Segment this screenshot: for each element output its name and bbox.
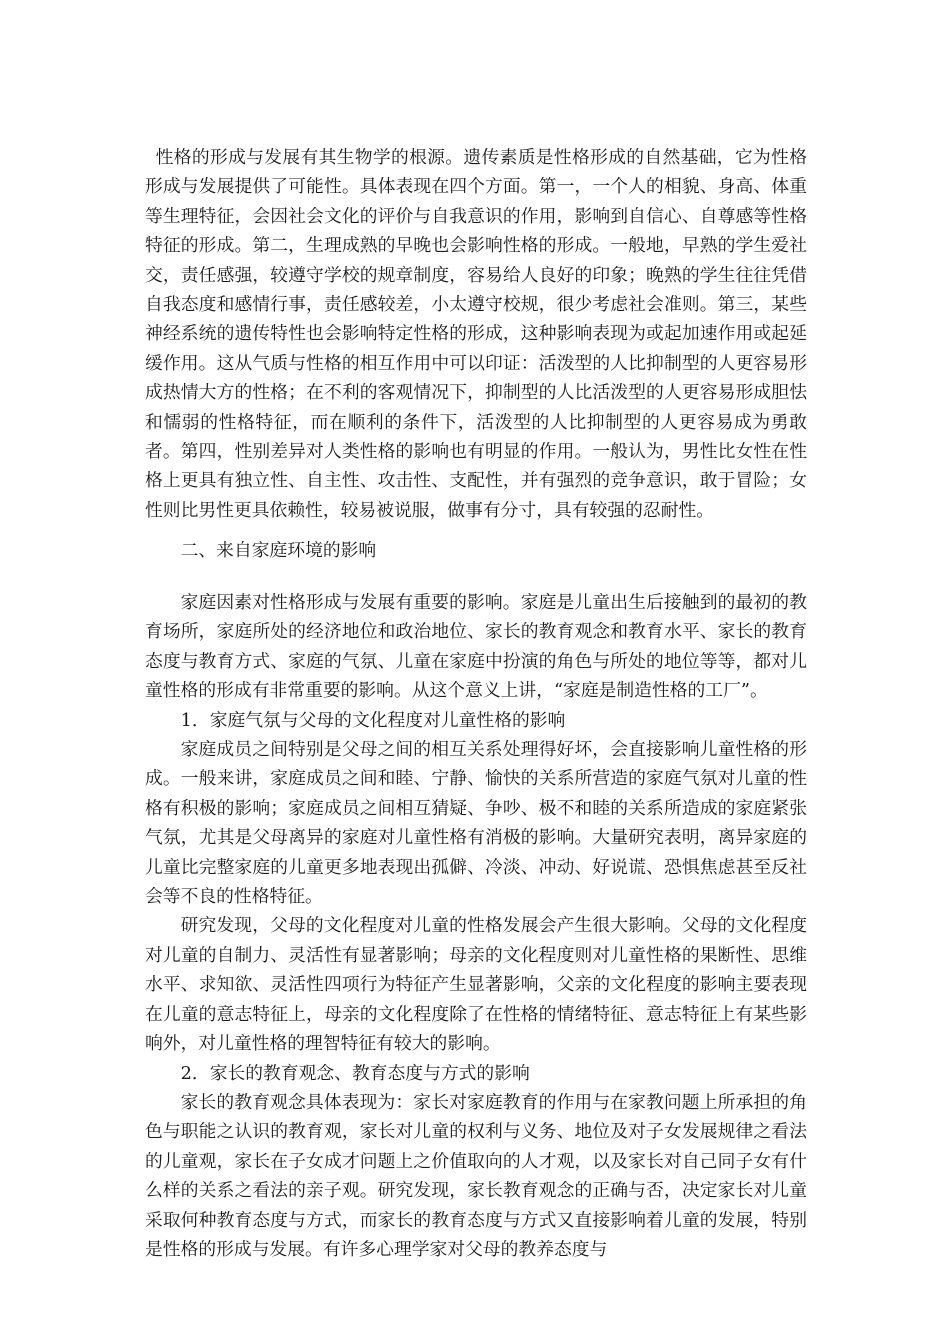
parenting-concept-paragraph: 家长的教育观念具体表现为：家长对家庭教育的作用与在家教问题上所承担的角色与职能之认识的教育观，家长对儿童的权利与义务、地位及对子女发展规律之看法的儿童观，家长在子女成才问题上之价值取向的人才观，以及家长对自己同子女有什么样的关系之看法的亲子观。研究发现，家长教育观念的正确与否，决定家长对儿童采取何种教育态度与方式，而家长的教育态度与方式又直接影响着儿童的发展，特别是性格的形成与发展。有许多心理学家对父母的教养态度与 <box>145 1091 807 1260</box>
section-intro-paragraph: 家庭因素对性格形成与发展有重要的影响。家庭是儿童出生后接触到的最初的教育场所，家庭所处的经济地位和政治地位、家长的教育观念和教育水平、家长的教育态度与教育方式、家庭的气氛、儿童在家庭中扮演的角色与所处的地位等等，都对儿童性格的形成有非常重要的影响。从这个意义上讲，“家庭是制造性格的工厂”。 <box>145 592 807 702</box>
intro-section <box>145 143 807 525</box>
intro-paragraph: 性格的形成与发展有其生物学的根源。遗传素质是性格形成的自然基础，它为性格形成与发展提供了可能性。具体表现在四个方面。第一，一个人的相貌、身高、体重等生理特征，会因社会文化的评价与自我意识的作用，影响到自信心、自尊感等性格特征的形成。第二，生理成熟的早晚也会影响性格的形成。一般地，早熟的学生爱社交，责任感强，较遵守学校的规章制度，容易给人良好的印象；晚熟的学生往往凭借自我态度和感情行事，责任感较差，小太遵守校规，很少考虑社会准则。第三，某些神经系统的遗传特性也会影响特定性格的形成，这种影响表现为或起加速作用或起延缓作用。这从气质与性格的相互作用中可以印证：活泼型的人比抑制型的人更容易形成热情大方的性格；在不利的客观情况下，抑制型的人比活泼型的人更容易形成胆怯和懦弱的性格特征，而在顺利的条件下，活泼型的人比抑制型的人更容易成为勇敢者。第四，性别差异对人类性格的影响也有明显的作用。一般认为，男性比女性在性格上更具有独立性、自主性、攻击性、支配性，并有强烈的竞争意识，敢于冒险；女性则比男性更具依赖性，较易被说服，做事有分寸，具有较强的忍耐性。 <box>145 147 807 521</box>
section-heading-block <box>145 536 807 565</box>
subheading-family-atmosphere: 1．家庭气氛与父母的文化程度对儿童性格的影响 <box>180 709 566 731</box>
parent-education-paragraph: 研究发现，父母的文化程度对儿童的性格发展会产生很大影响。父母的文化程度对儿童的自制力、灵活性有显著影响；母亲的文化程度则对儿童性格的果断性、思维水平、求知欲、灵活性四项行为特征产生显著影响，父亲的文化程度的影响主要表现在儿童的意志特征上，母亲的文化程度除了在性格的情绪特征、意志特征上有某些影响外，对儿童性格的理智特征有较大的影响。 <box>145 915 807 1055</box>
section-heading: 二、来自家庭环境的影响 <box>180 540 377 561</box>
subheading-parenting-attitude: 2．家长的教育观念、教育态度与方式的影响 <box>180 1062 530 1084</box>
family-environment-section <box>145 588 807 1264</box>
family-atmosphere-paragraph: 家庭成员之间特别是父母之间的相互关系处理得好坏，会直接影响儿童性格的形成。一般来讲，家庭成员之间和睦、宁静、愉快的关系所营造的家庭气氛对儿童的性格有积极的影响；家庭成员之间相互猜疑、争吵、极不和睦的关系所造成的家庭紧张气氛，尤其是父母离异的家庭对儿童性格有消极的影响。大量研究表明，离异家庭的儿童比完整家庭的儿童更多地表现出孤僻、冷淡、冲动、好说谎、恐惧焦虑甚至反社会等不良的性格特征。 <box>145 739 807 908</box>
